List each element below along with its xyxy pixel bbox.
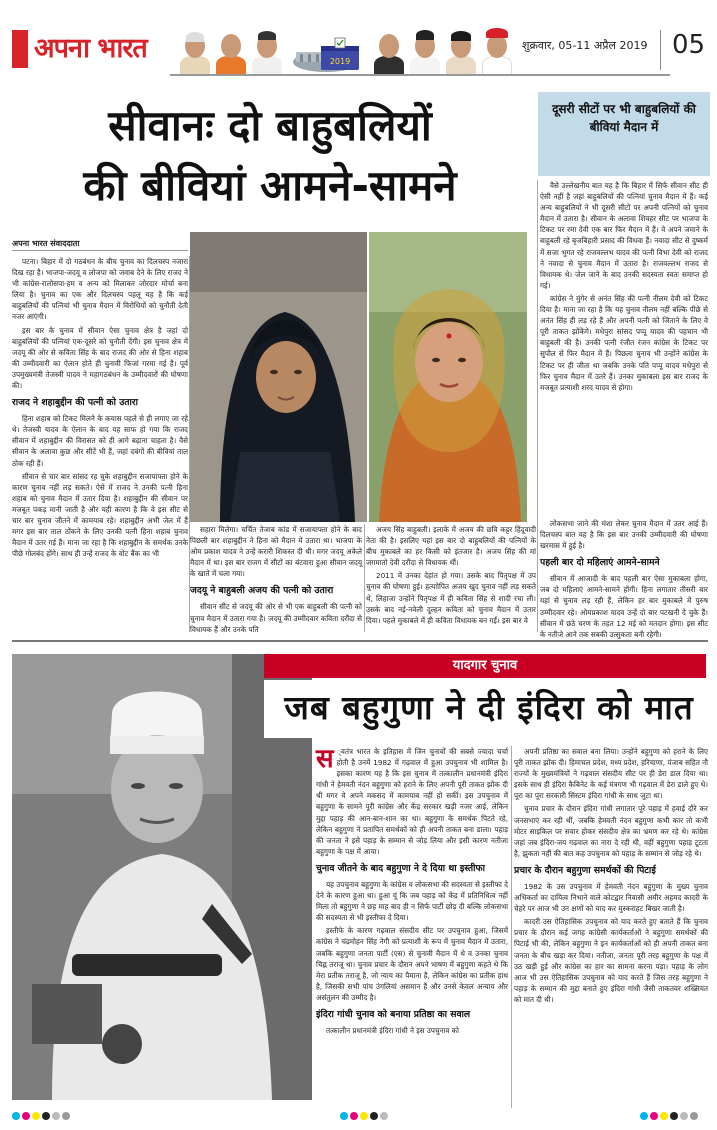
paragraph: सहारा मिलेगा। चर्चित तेजाब कांड में सजायाफ्ता होने के बाद पिछली बार शहाबुद्दीन ने हिना को मैदान में उतारा था। भाजपा के ओम प्रकाश यादव ने उन्हें करारी शिकस्त दी थी। मगर जदयू अकेले मैदान में था। इस बार राजग में सीटों का बंटवारा हुआ सीवान जदयू के खाते में चला गया। — [190, 525, 362, 579]
leader-portrait — [250, 26, 284, 72]
paragraph: लोकसभा जाने की मंशा लेकर चुनाव मैदान में उतर आई हैं। दिलचस्प बात यह है कि इस बार उनकी उम्मीदवारी की घोषणा खरमास में हुई है। — [540, 519, 708, 551]
sidebar-title: दूसरी सीटों पर भी बाहुबलियों की बीवियां मैदान में — [552, 102, 696, 134]
section-divider — [12, 640, 708, 642]
subheading: चुनाव जीतने के बाद बहुगुणा ने दे दिया था इस्तीफा — [316, 862, 485, 874]
paragraph: सीवान में आजादी के बाद पहली बार ऐसा मुकाबला होगा, जब दो महिलाएं आमने-सामने होंगी। हिना लगातार तीसरी बार यहां से चुनाव लड़ रही हैं, लेकिन हर बार मुकाबले में पुरुष उम्मीदवार रहे। ओमप्रकाश यादव उन्हें दो बार पटखनी दे चुके हैं। सीवान में छठे चरण के तहत 12 मई को मतदान होगा। इस सीट के नतीजे आने तक सबकी उत्सुकता बनी रहेगी। — [540, 574, 708, 639]
top-story-column-3 — [366, 524, 536, 632]
paragraph: वैसे उल्लेखनीय बात यह है कि बिहार में सिर्फ सीवान सीट ही ऐसी नहीं है जहां बाहुबलियों की पत्नियां चुनाव मैदान में हैं। कई अन्य बाहुबलियों ने भी दूसरी सीटों पर अपनी पत्नियों को चुनाव मैदान में उतारा है। सीवान के अलावा शिवहर सीट पर भाजपा के टिकट पर रमा देवी एक बार फिर मैदान में हैं। वे अपने जमाने के बाहुबली रहे बृजबिहारी प्रसाद की विधवा हैं। नवादा सीट से दुष्कर्म में सजा भुगत रहे राजवल्लभ यादव की पत्नी विभा देवी को राजद ने नवादा से चुनाव मैदान में उतारा है। राजवल्लभ राजद से विधायक थे। जेल जाने के बाद उनकी सदस्यता स्वतः समाप्त हो गई। — [540, 181, 708, 290]
header-rule — [170, 74, 670, 76]
paragraph: हिना शहाब को टिकट मिलने के कयास पहले से ही लगाए जा रहे थे। तेजस्वी यादव के ऐलान के बाद यह साफ हो गया कि राजद सीवान में शहाबुद्दीन की विरासत को ही आगे बढ़ाना चाहता है। वैसे सीवान के अलावा कुछ और सीटें भी हैं, जहां दबंगों की बीवियां ताल ठोक रही हैं। — [12, 414, 188, 468]
registration-marks — [12, 1112, 70, 1122]
column-rule — [364, 524, 365, 632]
headline-line-2: की बीवियां आमने-सामने — [83, 161, 457, 210]
subheading: प्रचार के दौरान बहुगुणा समर्थकों की पिटाई — [514, 864, 656, 876]
paragraph: इस बार के चुनाव में सीवान ऐसा चुनाव क्षेत्र है जहां दो बाहुबलियों की पत्नियां एक-दूसरे को चुनौती देंगी। इस चुनाव क्षेत्र में जदयू की ओर से कविता सिंह के बाद राजद की ओर से हिना शहाब की उम्मीदवारी का ऐलान होते ही चुनावी फिजां गरमा गई है। पूर्व उपमुख्यमंत्री तेजस्वी यादव ने महागठबंधन के उम्मीदवारों की घोषणा की। — [12, 325, 188, 391]
leader-portrait — [372, 26, 406, 72]
paragraph: 1982 के उस उपचुनाव में हेमवती नंदन बहुगुणा के मुख्य चुनाव अभिकर्ता का दायित्व निभाने वाले कोटद्वार निवासी अमीर अहमद कादरी के चेहरे पर आज भी उन क्षणों को याद कर मुस्कराहट बिखर जाती है। — [514, 881, 708, 914]
top-story-column-1 — [12, 256, 188, 630]
subheading: इंदिरा गांधी चुनाव को बनाया प्रतिष्ठा का सवाल — [316, 1008, 471, 1020]
publication-title: अपना भारत — [34, 33, 147, 64]
section-tag: यादगार चुनाव — [452, 658, 518, 673]
candidate-photo-kavita-singh — [369, 232, 527, 522]
top-story-column-4 — [540, 518, 708, 639]
leader-portrait — [214, 26, 248, 72]
paragraph: अपनी प्रतिष्ठा का सवाल बना लिया। उन्होंने बहुगुणा को हराने के लिए पूरी ताकत झोंक दी। हिमाचल प्रदेश, मध्य प्रदेश, हरियाणा, पंजाब सहित नौ राज्यों के मुख्यमंत्रियों ने गढ़वाल संसदीय सीट पर ही डेरा डाल दिया था। इसके साथ ही इंदिरा कैबिनेट के कई मंत्रगण भी गढ़वाल में डेरा डाले हुए थे। पूरा का पूरा सरकारी सिस्टम इंदिरा गांधी के साथ जुटा था। — [514, 747, 708, 801]
paragraph: इस्तीफे के कारण गढ़वाल संसदीय सीट पर उपचुनाव हुआ, जिसमें कांग्रेस ने चंद्रमोहन सिंह नेगी को प्रत्याशी के रूप में चुनाव मैदान में उतारा, जबकि बहुगुणा जनता पार्टी (एस) से चुनावी मैदान में थे व उनका चुनाव चिह्न तराजू था। चुनाव प्रचार के दौरान अपने भाषण में बहुगुणा कहते थे कि मेरा प्रतीक तराजू है, जो न्याय का पैमाना है, लेकिन कांग्रेस का प्रतीक हाथ है, जिसकी सभी पांच उंगलियां असमान हैं और उनसे केवल अन्याय और असंतुलन की उम्मीद है। — [316, 926, 508, 1002]
header-divider — [660, 30, 661, 70]
paragraph: तत्कालीन प्रधानमंत्री इंदिरा गांधी ने इस उपचुनाव को — [326, 1025, 460, 1035]
top-story-column-2 — [190, 524, 362, 632]
paragraph: सीवान से चार बार सांसद रह चुके शहाबुद्दीन सजायाफ्ता होने के कारण चुनाव नहीं लड़ सकते। ऐसे में राजद ने उनकी पत्नी हिना शहाब को चुनाव मैदान में उतार दिया है। शहाबुद्दीन की सीवान पर मजबूत पकड़ मानी जाती है और यही कारण है कि वे इस सीट से चार बार चुनाव जीतने में कामयाब रहे। शहाबुद्दीन अभी जेल में हैं मगर इस बार ताल ठोंकने के लिए उनकी पत्नी हिना शहाब चुनाव मैदान में उतर गई हैं। माना जा रहा है कि शहाबुद्दीन के समर्थक उनके पीछे गोलबंद होंगे। साथ ही उन्हें राजद के वोट बैंक का भी — [12, 471, 188, 559]
issue-date: शुक्रवार, 05-11 अप्रैल 2019 — [522, 39, 648, 52]
bottom-story-column-1 — [316, 746, 508, 1108]
page-number: 05 — [672, 30, 706, 60]
paragraph: कादरी उस ऐतिहासिक उपचुनाव को याद करते हुए बताते हैं कि चुनाव प्रचार के दौरान कई जगह कांग्रेसी कार्यकर्ताओं ने बहुगुणा समर्थकों की पिटाई भी की, लेकिन बहुगुणा ने इन कार्यकर्ताओं को ही अपनी ताकत बना जनता के बीच खड़ा कर दिया। नतीजा, जनता पूरी तरह बहुगुणा के पक्ष में उठ खड़ी हुई और कांग्रेस का हार का सामना करना पड़ा। पहाड़ के लोग आज भी उस ऐतिहासिक उपचुनाव को याद करते हैं जिस तरह बहुगुणा ने पहाड़ के सम्मान की मुद्दा बनाते हुए इंदिरा गांधी जैसी ताकतवर शख्सियत को मात दी थी। — [514, 917, 708, 1004]
election-year-badge: 2019 — [329, 57, 351, 66]
leader-portrait — [178, 26, 212, 72]
subheading: पहली बार दो महिलाएं आमने-सामने — [540, 557, 660, 569]
paragraph: ्वतंत्र भारत के इतिहास में जिन चुनावों की सबसे ज्यादा चर्चा होती है उनमें 1982 में गढ़वाल में हुआ उपचुनाव भी शामिल है। इसका कारण यह है कि इस चुनाव में तत्कालीन प्रधानमंत्री इंदिरा गांधी ने हेमवती नंदन बहुगुणा को हराने के लिए अपनी पूरी ताकत झोंक दी थी मगर वे अपने मकसद में कामयाब नहीं हो सकीं। इस उपचुनाव में बहुगुणा के सामने पूरी कांग्रेस और केंद्र सरकार खड़ी नजर आई, लेकिन मुद्दा पहाड़ की आन-बान-शान का था। बहुगुणा के समर्थक पिटते रहे, लेकिन बहुगुणा ने प्रतापित समर्थकों को ही अपनी ताकत बना डाला। पहाड़ की जनता ने इसे पहाड़ के सम्मान से जोड़ लिया और इसी कारण नतीजा बहुगुणा के पक्ष में आया। — [316, 747, 508, 856]
bottom-headline: जब बहुगुणा ने दी इंदिरा को मात — [284, 688, 694, 727]
paragraph: 2011 में उनका देहांत हो गया। उसके बाद पितृपक्ष में उप चुनाव की घोषणा हुई। हत्याोपित अजय खुद चुनाव नहीं लड़ सकते थे, लिहाजा उन्होंने पितृपक्ष में ही कविता सिंह से शादी रचा ली। उसके बाद नई-नवेली दुल्हन कविता को चुनाव मैदान में उतार दिया। पहले मुकाबले में ही कविता विधायक बन गईं। इस बार वे — [366, 571, 536, 625]
registration-marks — [640, 1112, 698, 1122]
subheading: जदयू ने बाहुबली अजय की पत्नी को उतारा — [190, 585, 334, 597]
byline-rule — [12, 250, 188, 251]
paragraph: कांग्रेस ने मुंगेर से अनंत सिंह की पत्नी नीलम देवी को टिकट दिया है। माना जा रहा है कि यह चुनाव नीलम नहीं बल्कि पीछे से अनंत सिंह ही लड़ रहे हैं और अपनी पत्नी को जिताने के लिए वे पूरी ताकत झोंकेंगे। मधेपुरा सांसद पप्पू यादव की पहचान भी बाहुबली की है। उनकी पत्नी रंजीत रंजन कांग्रेस के टिकट पर सुपौल से फिर मैदान में हैं। पिछला चुनाव भी उन्होंने कांग्रेस के टिकट पर ही जीता था जबकि उनके पति पप्पू यादव मधेपुरा से फिर चुनाव मैदान में उतरे हैं। उनका मुकाबला इस बार राजद के मजबूत प्रत्याशी शरद यादव से होगा। — [540, 293, 708, 392]
paragraph: अजय सिंह बाहुबली। इलाके में अजय की छवि कट्टर हिंदूवादी नेता की है। इसलिए यहां इस बार दो बाहुबलियों की पत्नियों के बीच मुकाबले का हर किसी को इंतजार है। अजय सिंह की मां जगमातो देवी दरौंदा से विधायक थीं। — [366, 525, 536, 568]
paragraph: सीवान सीट से जदयू की ओर से भी एक बाहुबली की पत्नी को चुनाव मैदान में उतारा गया है। जदयू की उम्मीदवार कविता दरौंदा से विधायक हैं और उनके पति — [190, 602, 362, 634]
column-rule — [537, 180, 538, 632]
leader-portrait — [408, 26, 442, 72]
sidebar-body — [540, 180, 708, 512]
masthead — [0, 0, 717, 82]
drop-cap: स — [316, 744, 334, 774]
byline: अपना भारत संवाददाता — [12, 239, 80, 248]
candidate-photo-hina-shahab — [190, 232, 367, 522]
ballot-box-icon — [318, 36, 362, 72]
headline-line-1: सीवानः दो बाहुबलियों — [108, 101, 432, 150]
leader-portrait — [444, 26, 478, 72]
column-rule — [511, 746, 512, 1108]
leader-portrait — [480, 26, 514, 72]
subheading: राजद ने शहाबुद्दीन की पत्नी को उतारा — [12, 397, 138, 409]
column-rule — [189, 256, 190, 632]
masthead-red-bar — [12, 30, 28, 68]
registration-marks — [340, 1112, 388, 1122]
bottom-story-column-2 — [514, 746, 708, 1108]
paragraph: यह उपचुनाव बहुगुणा के कांग्रेस व लोकसभा की सदस्यता से इस्तीफा दे देने के कारण हुआ था। हुआ यूं कि जब पहाड़ को केंद्र में प्रतिनिधित्व नहीं मिला तो बहुगुणा ने छह माह बाद ही न सिर्फ पार्टी छोड़ दी बल्कि लोकसभा की सदस्यता से भी इस्तीफा दे दिया। — [316, 879, 508, 923]
paragraph: पटना। बिहार में दो गठबंधन के बीच चुनाव का दिलचस्प नजारा दिख रहा है। भाजपा-जदयू व लोजपा को जवाब देने के लिए राजद ने भी कांग्रेस-रालोसपा-हम व अन्य को मिलाकर जोरदार मोर्चा बना लिया है। चुनाव का एक और दिलचस्प पहलू यह है कि कई बाहुबलियों की पत्नियां भी चुनाव मैदान में विरोधियों को चुनौती देती नजर आएंगी। — [12, 257, 188, 322]
main-headline — [16, 96, 524, 216]
paragraph: चुनाव प्रचार के दौरान इंदिरा गांधी लगातार पूरे पहाड़ में हवाई दौरे कर जनसभाएं कर रही थीं, जबकि हेमवती नंदन बहुगुणा कभी कार तो कभी मोटर साइकिल पर सवार होकर संसदीय क्षेत्र का भ्रमण कर रहे थे। कांग्रेस जहां जब इंदिरा-जय गढ़वाल का नारा दे रही थी, वहीं बहुगुणा पहाड़ टूटता है, झुकता नहीं की बात कह उपचुनाव को पहाड़ के सम्मान से जोड़ रहे थे। — [514, 804, 708, 858]
